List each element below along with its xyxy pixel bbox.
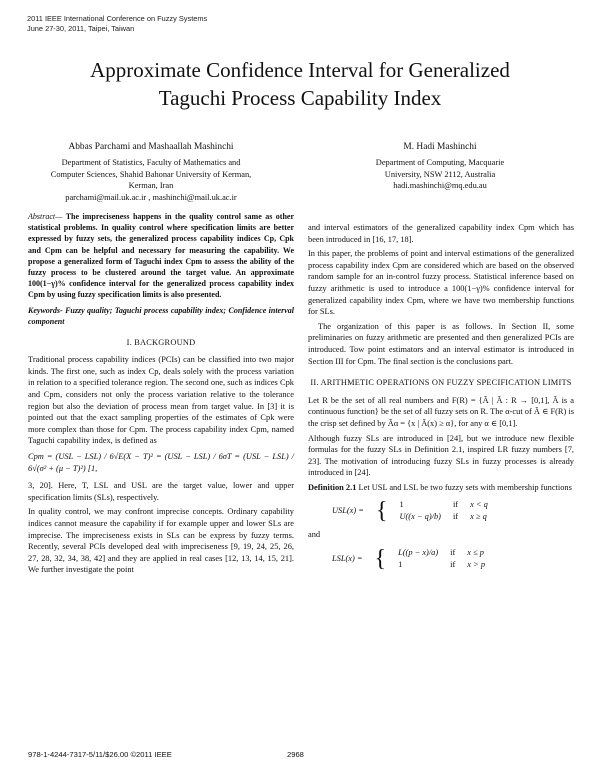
lsl-row-2-cond: x > p <box>467 560 486 570</box>
right-paragraph-3: The organization of this paper is as follows. In Section II, some preliminaries on fuzzy arithmetic are presented and then generalized PCIs are introduced. Tow point estimators and an interval estimator is introduced in Section III for Cpm. The final section is the conclusions part. <box>308 321 574 366</box>
usl-row-1-expr: 1 <box>399 500 404 510</box>
usl-row-1-cond: x < q <box>470 500 488 510</box>
conference-name: 2011 IEEE International Conference on Fuzzy Systems <box>27 14 208 23</box>
abstract <box>28 211 294 301</box>
lsl-row-1-cond: x ≤ p <box>467 548 484 558</box>
usl-row-1-if: if <box>452 500 459 510</box>
conference-date-place: June 27-30, 2011, Taipei, Taiwan <box>27 24 135 33</box>
right-paragraph-5: Although fuzzy SLs are introduced in [24], but we introduce new flexible formulas for the fuzzy SLs in Definition 2.1, inspired LR fuzzy numbers [7, 23]. The motivation of introducing fuzzy SLs in fuzzy processes is already introduced in [24]. <box>308 433 574 478</box>
cpm-equation: Cpm = (USL − LSL) / 6√E(X − T)² = (USL − LSL) / 6σT = (USL − LSL) / 6√(σ² + (μ − T)²) [1, <box>28 451 294 473</box>
lsl-brace: { <box>374 546 387 573</box>
author-email-1: parchami@mail.uk.ac.ir , mashinchi@mail.uk.ac.ir <box>65 192 237 202</box>
section-2-heading: II. ARITHMETIC OPERATIONS ON FUZZY SPECIFICATION LIMITS <box>310 378 572 388</box>
lsl-lhs: LSL(x) = <box>332 554 363 564</box>
lsl-row-2-expr: 1 <box>398 560 403 570</box>
author-dept-1: Department of Statistics, Faculty of Mathematics and <box>61 158 241 168</box>
definition-text: Let USL and LSL be two fuzzy sets with membership functions <box>358 482 572 492</box>
keywords: Keywords- Fuzzy quality; Taguchi process capability index; Confidence interval component <box>28 305 294 326</box>
lsl-row-1-if: if <box>450 548 456 558</box>
definition-2-1 <box>308 482 574 494</box>
definition-label: Definition 2.1 <box>308 482 357 492</box>
usl-row-2-if: if <box>452 512 459 522</box>
footer-isbn: 978-1-4244-7317-5/11/$26.00 ©2011 IEEE <box>28 750 172 759</box>
left-column <box>28 211 294 579</box>
author-names-2: M. Hadi Mashinchi <box>403 142 477 152</box>
title-line-1: Approximate Confidence Interval for Generalized <box>90 58 510 82</box>
author-block-2 <box>320 142 560 192</box>
author-inst-1: Computer Sciences, Shahid Bahonar University of Kerman, <box>50 169 252 179</box>
section-1-paragraph-2: 3, 20]. Here, T, LSL and USL are the target value, lower and upper specification limits (SLs), respectively. <box>28 481 294 502</box>
title-line-2: Taguchi Process Capability Index <box>158 86 442 110</box>
usl-row-2-cond: x ≥ q <box>470 512 487 522</box>
right-paragraph-2: In this paper, the problems of point and interval estimations of the generalized process capability index Cpm are considered which are based on the observed random sample for an in-control fuzzy process. Statistical inference based on fuzzy arithmetic is used to introduce a 100(1−γ)% confidence interval for generalized capability index Cpm, where we have two membership functions for SLs. <box>308 249 574 317</box>
usl-brace: { <box>375 498 388 525</box>
author-dept-2: Department of Computing, Macquarie <box>375 158 505 168</box>
usl-lhs: USL(x) = <box>332 506 364 516</box>
author-email-2: hadi.mashinchi@mq.edu.au <box>393 181 487 191</box>
paper-title <box>30 56 570 112</box>
abstract-label: Abstract— <box>28 212 63 221</box>
usl-membership-function <box>326 499 494 523</box>
right-paragraph-4: Let R be the set of all real numbers and F(R) = {Ã | Ã : R → [0,1], Ã is a continuous function} be the set of all fuzzy sets on R. The α-cut of Ã ∈ F(R) is the crisp set defined by Ãα = {x | Ã(x) ≥ α}, for any α ∈ [0,1]. <box>308 395 574 428</box>
author-names-1: Abbas Parchami and Mashaallah Mashinchi <box>68 142 234 152</box>
footer-page-number: 2968 <box>287 750 304 759</box>
conference-header <box>27 14 207 34</box>
lsl-row-1-expr: L((p − x)/a) <box>398 548 439 558</box>
author-city-1: Kerman, Iran <box>128 181 174 191</box>
author-block-1 <box>28 142 274 203</box>
section-1-paragraph-3: In quality control, we may confront imprecise concepts. Ordinary capability indices cannot measure the capability if for example upper and lower SLs are imprecise. The impreciseness exists in SLs can be express by fuzzy terms. Recently, several PCIs developed deal with impreciseness [9, 19, 24, 25, 26, 27, 28, 32, 34, 38, 42] and they are applied in real cases [12, 13, 14, 15, 21]. We further investigate the point <box>28 507 294 575</box>
author-inst-2: University, NSW 2112, Australia <box>384 169 496 179</box>
right-paragraph-1: and interval estimators of the generalized capability index Cpm which has been introduced in [16, 17, 18]. <box>308 223 574 244</box>
usl-row-2-expr: U((x − q)/b) <box>399 512 441 522</box>
lsl-membership-function <box>326 547 491 571</box>
abstract-text: The impreciseness happens in the quality control same as other statistical problems. In quality control where specification limits are better expressed by fuzzy sets, the generalized process capability indices Cp, Cpk and Cpm can be helpful and necessary for measuring the capability. We propose a generalized form of Taguchi index Cpm to assess the ability of the fuzzy process to be clustered around the target value. An approximate 100(1−γ)% confidence interval for the generalized process capability index Cpm by using fuzzy specification limits is also presented. <box>28 212 295 300</box>
lsl-row-2-if: if <box>450 560 456 570</box>
and-word: and <box>308 530 321 540</box>
right-column <box>308 222 574 577</box>
section-1-heading: I. BACKGROUND <box>126 337 196 347</box>
section-1-paragraph-1: Traditional process capability indices (PCIs) can be classified into two major kinds. The first one, such as index Cp, deals solely with the process variation in relation to a specified tolerance region. The second one, such as indices Cpk and Cpm, considers not only the process variation relative to the tolerance region but also the deviation of process mean from target value. In [3] it is pointed out that the exact sampling properties of the estimates of Cpk were more complex than those for Cpm. The process capability index Cpm, named Taguchi capability index, is defined as <box>28 355 294 446</box>
